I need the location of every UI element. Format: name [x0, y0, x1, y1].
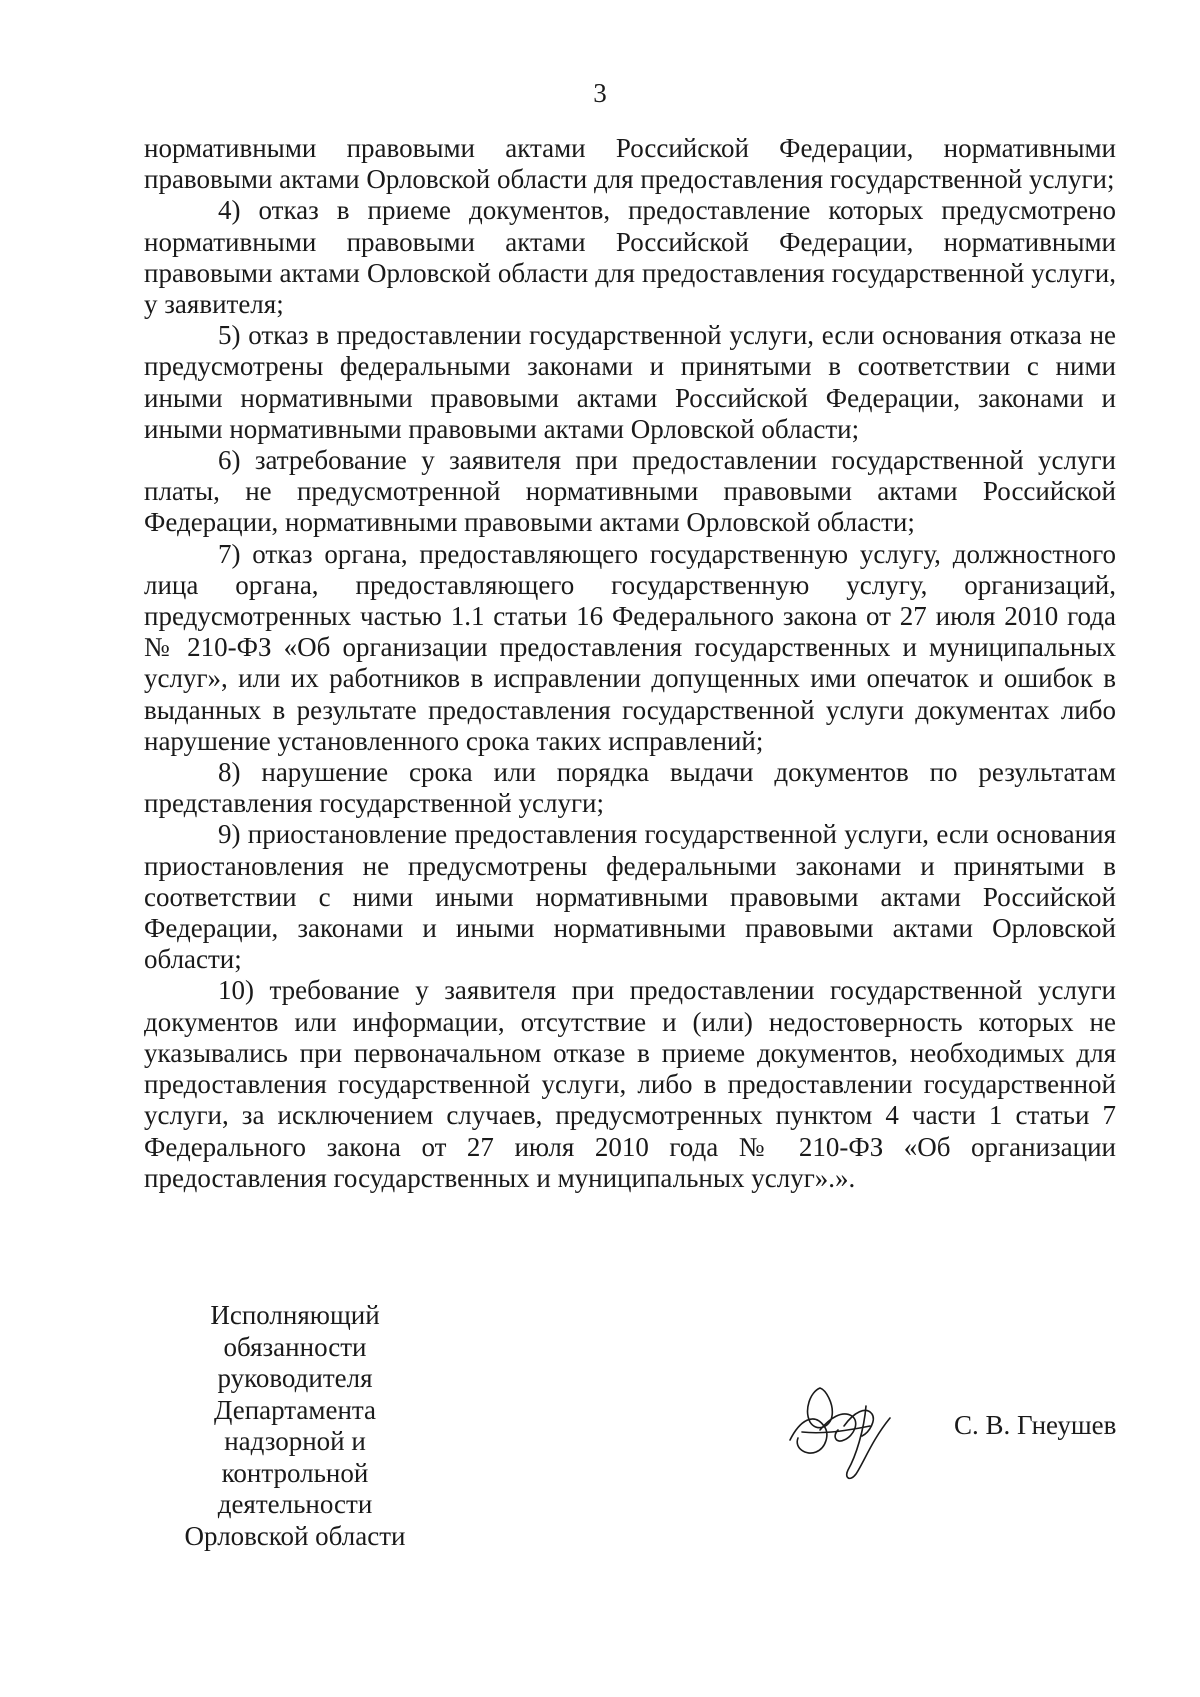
signatory-position-line: деятельности — [217, 1489, 373, 1519]
handwritten-signature — [780, 1370, 910, 1490]
paragraph-item-5: 5) отказ в предоставлении государственной услуги, если основания отказа не предусмотрены федеральными законами и принятыми в соответствии с ними иными нормативными правовыми актами Российской Федерации, законами и иными нормативными правовыми актами Орловской области; — [144, 320, 1116, 444]
document-body — [144, 133, 1116, 1194]
signatory-position — [160, 1300, 430, 1552]
paragraph-item-6: 6) затребование у заявителя при предоставлении государственной услуги платы, не предусмотренной нормативными правовыми актами Российской Федерации, нормативными правовыми актами Орловской области; — [144, 445, 1116, 538]
signatory-position-line: надзорной и — [224, 1426, 366, 1456]
signer-name: С. В. Гнеушев — [954, 1410, 1117, 1440]
paragraph-item-7: 7) отказ органа, предоставляющего государственную услугу, должностного лица органа, предоставляющего государственную услугу, организаций, предусмотренных частью 1.1 статьи 16 Федерального закона от 27 июля 2010 года № 210-ФЗ «Об организации предоставления государственных и муниципальных услуг», или их работников в исправлении допущенных ими опечаток и ошибок в выданных в результате предоставления государственной услуги документах либо нарушение установленного срока таких исправлений; — [144, 538, 1116, 756]
paragraph-item-10: 10) требование у заявителя при предоставлении государственной услуги документов или информации, отсутствие и (или) недостоверность которых не указывались при первоначальном отказе в приеме документов, необходимых для предоставления государственной услуги, либо в предоставлении государственной услуги, за исключением случаев, предусмотренных пунктом 4 части 1 статьи 7 Федерального закона от 27 июля 2010 года № 210-ФЗ «Об организации предоставления государственных и муниципальных услуг».». — [144, 975, 1116, 1193]
signatory-position-line: руководителя — [217, 1363, 373, 1393]
signatory-position-line: Исполняющий — [210, 1300, 380, 1330]
paragraph-item-8: 8) нарушение срока или порядка выдачи документов по результатам представления государственной услуги; — [144, 757, 1116, 819]
paragraph-continuation: нормативными правовыми актами Российской Федерации, нормативными правовыми актами Орловской области для предоставления государственной услуги; — [144, 133, 1116, 195]
paragraph-item-9: 9) приостановление предоставления государственной услуги, если основания приостановления не предусмотрены федеральными законами и принятыми в соответствии с ними иными нормативными правовыми актами Российской Федерации, законами и иными нормативными правовыми актами Орловской области; — [144, 819, 1116, 975]
page-number: 3 — [593, 78, 607, 108]
signatory-position-line: контрольной — [221, 1457, 369, 1488]
signatory-position-line: обязанности — [223, 1331, 367, 1362]
signatory-position-line: Орловской области — [184, 1520, 406, 1551]
signatory-position-line: Департамента — [213, 1394, 377, 1425]
paragraph-item-4: 4) отказ в приеме документов, предоставление которых предусмотрено нормативными правовыми актами Российской Федерации, нормативными правовыми актами Орловской области для предоставления государственной услуги, у заявителя; — [144, 195, 1116, 320]
